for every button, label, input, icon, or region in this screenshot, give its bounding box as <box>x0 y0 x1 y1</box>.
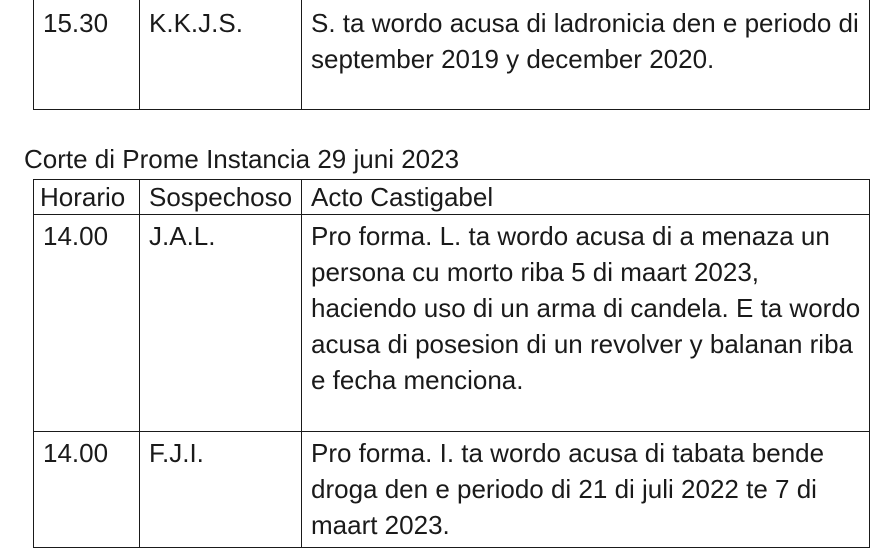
act-cell: Pro forma. I. ta wordo acusa di tabata bende droga den e periodo di 21 di juli 2022 te 7 di maart 2023. <box>302 432 870 548</box>
hearings-table <box>33 179 870 548</box>
suspect-cell: F.J.I. <box>140 432 302 548</box>
header-time: Horario <box>34 180 140 215</box>
table-row <box>34 432 870 548</box>
header-act: Acto Castigabel <box>302 180 870 215</box>
act-cell: Pro forma. L. ta wordo acusa di a menaza un persona cu morto riba 5 di maart 2023, haciendo uso di un arma di candela. E ta wordo acusa di posesion di un revolver y balanan riba e fecha menciona. <box>302 215 870 432</box>
header-suspect: Sospechoso <box>140 180 302 215</box>
table-row <box>34 0 870 110</box>
time-cell: 14.00 <box>34 215 140 432</box>
act-cell: S. ta wordo acusa di ladronicia den e periodo di september 2019 y december 2020. <box>302 0 870 110</box>
table-row <box>34 215 870 432</box>
time-cell: 14.00 <box>34 432 140 548</box>
section-title: Corte di Prome Instancia 29 juni 2023 <box>24 144 460 174</box>
table-header-row <box>34 180 870 215</box>
suspect-cell: K.K.J.S. <box>140 0 302 110</box>
suspect-cell: J.A.L. <box>140 215 302 432</box>
previous-hearings-table <box>33 0 870 110</box>
time-cell: 15.30 <box>34 0 140 110</box>
